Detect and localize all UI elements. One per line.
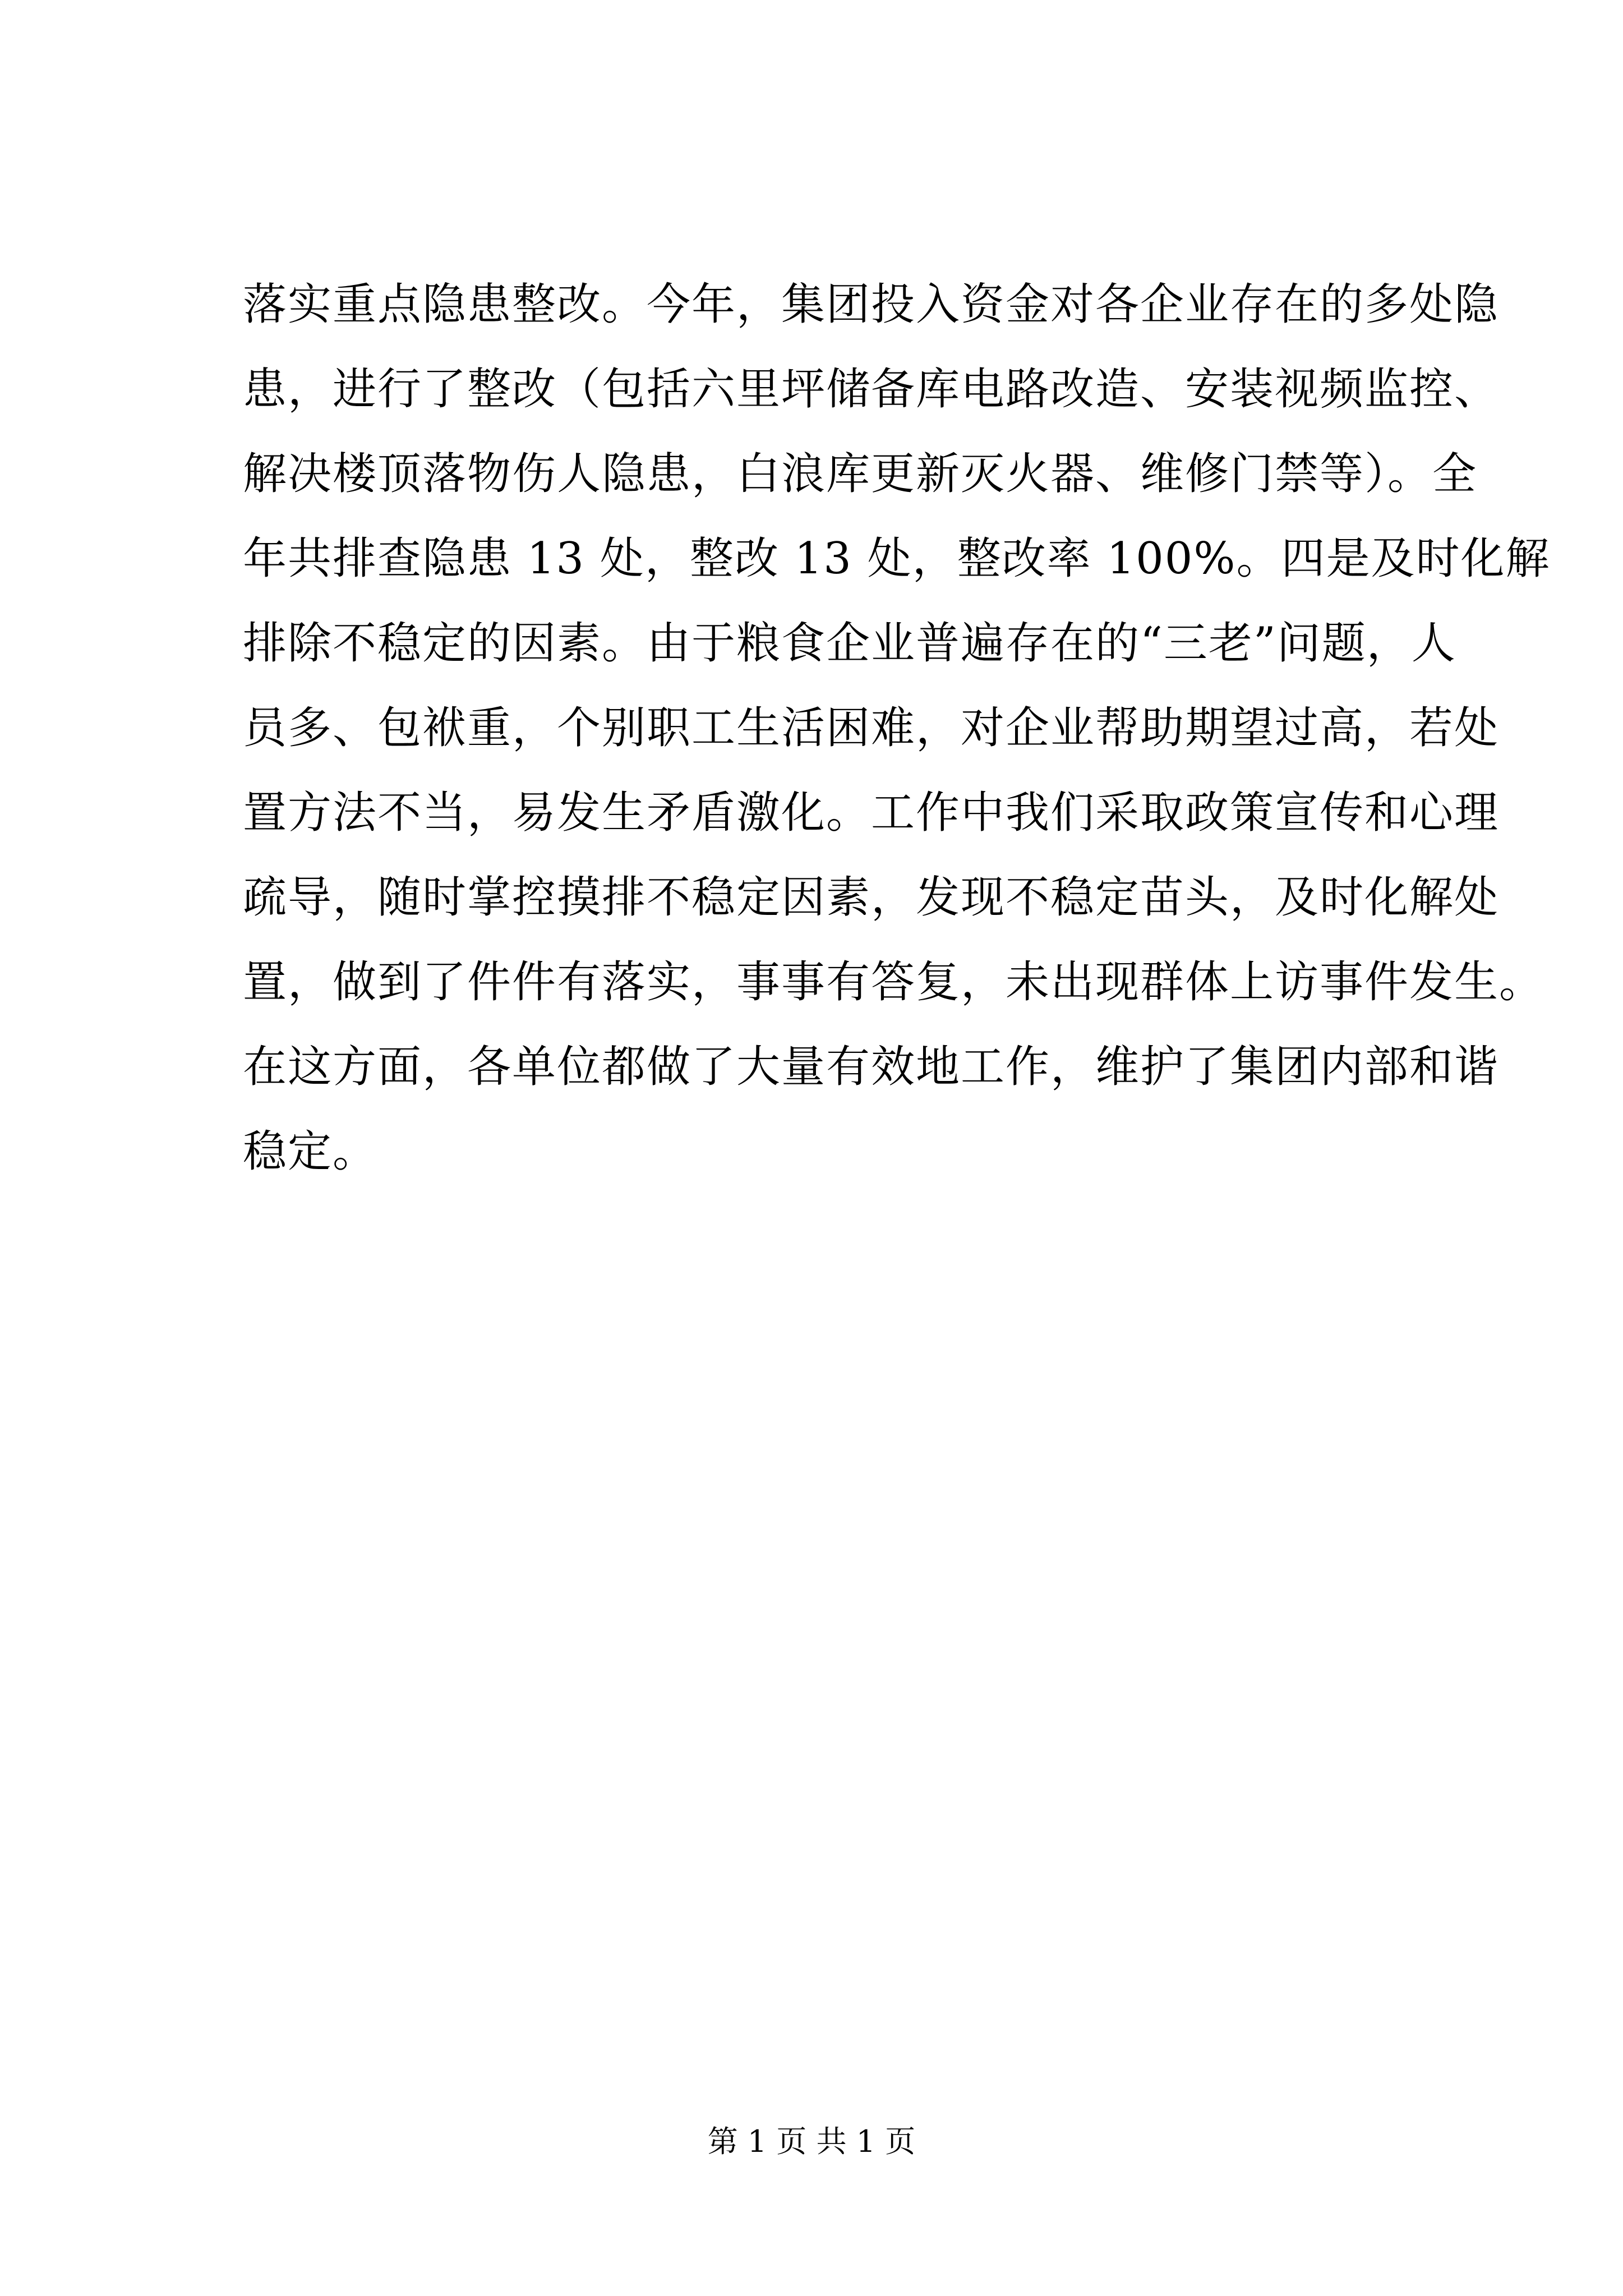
paragraph-line-11: 稳定。 [243,1126,378,1177]
paragraph-line-2: 患，进行了整改（包括六里坪储备库电路改造、安装视频监控、 [243,364,1500,415]
paragraph-line-8: 疏导，随时掌控摸排不稳定因素，发现不稳定苗头，及时化解处 [243,872,1500,923]
paragraph-line-6: 员多、包袱重，个别职工生活困难，对企业帮助期望过高，若处 [243,703,1500,753]
paragraph-line-9: 置，做到了件件有落实，事事有答复，未出现群体上访事件发生。 [243,957,1544,1007]
paragraph-line-1: 落实重点隐患整改。今年，集团投入资金对各企业存在的多处隐 [243,279,1500,330]
paragraph-line-4: 年共排查隐患 13 处，整改 13 处，整改率 100%。四是及时化解 [243,533,1551,584]
page-number-label: 第 1 页 共 1 页 [707,2124,916,2159]
body-paragraph [243,263,1551,1194]
paragraph-line-5: 排除不稳定的因素。由于粮食企业普遍存在的“三老”问题，人 [243,618,1456,669]
paragraph-line-10: 在这方面，各单位都做了大量有效地工作，维护了集团内部和谐 [243,1042,1500,1092]
paragraph-line-7: 置方法不当，易发生矛盾激化。工作中我们采取政策宣传和心理 [243,788,1500,838]
paragraph-line-3: 解决楼顶落物伤人隐患，白浪库更新灭火器、维修门禁等）。全 [243,449,1478,499]
page-footer [0,2119,1623,2164]
